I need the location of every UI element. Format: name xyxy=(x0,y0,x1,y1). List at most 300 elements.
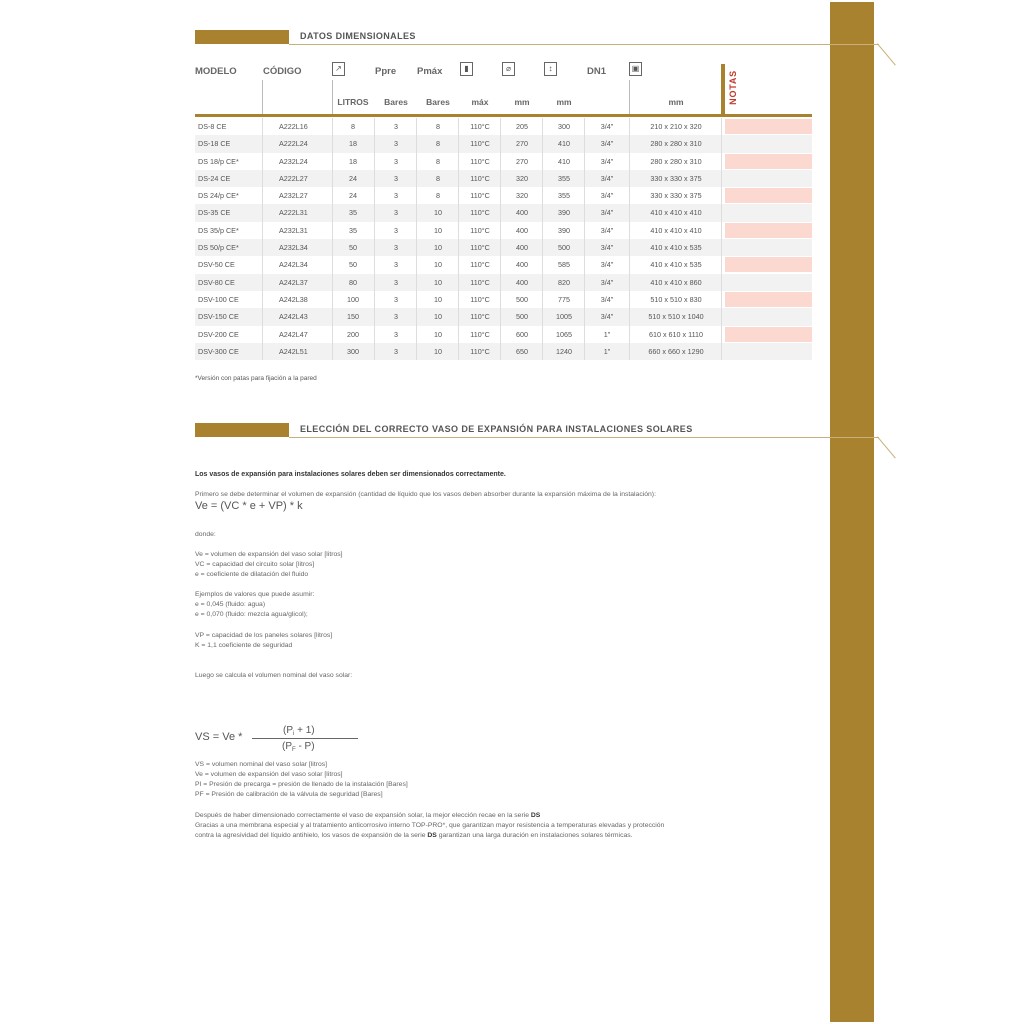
cell-divider xyxy=(262,308,263,325)
cell-divider xyxy=(721,291,722,308)
cell-litros: 300 xyxy=(347,346,359,356)
cell-modelo: DSV-300 CE xyxy=(198,346,239,356)
cell-d2: 775 xyxy=(558,294,570,304)
cell-notas xyxy=(725,205,812,220)
cell-divider xyxy=(721,170,722,187)
cell-divider xyxy=(542,204,543,221)
cell-modelo: DS-35 CE xyxy=(198,208,231,218)
cell-divider xyxy=(629,308,630,325)
cell-temp: 110°C xyxy=(470,225,490,235)
cell-litros: 80 xyxy=(349,277,357,287)
cell-pmax: 8 xyxy=(436,139,440,149)
cell-divider xyxy=(500,343,501,360)
table-row xyxy=(195,343,812,360)
final3-text-c: garantizan una larga duración en instalaciones solares térmicas. xyxy=(436,832,633,839)
cell-divider xyxy=(458,204,459,221)
cell-codigo: A222L24 xyxy=(279,139,308,149)
cell-pmax: 8 xyxy=(436,191,440,201)
cell-divider xyxy=(262,274,263,291)
cell-divider xyxy=(500,204,501,221)
cell-divider xyxy=(721,153,722,170)
den-b: - P) xyxy=(295,741,315,752)
cell-temp: 110°C xyxy=(470,191,490,201)
header-rule xyxy=(195,114,812,117)
cell-temp: 110°C xyxy=(470,294,490,304)
den-a: (P xyxy=(282,741,292,752)
section-rule-diagonal xyxy=(877,43,896,65)
final3-text-a: contra la agresividad del líquido antihielo, los vasos de expansión de la serie xyxy=(195,832,428,839)
cell-divider xyxy=(584,118,585,135)
unit-mm-height: mm xyxy=(556,97,572,107)
intro-paragraph: Los vasos de expansión para instalaciones solares deben ser dimensionados correctamente. xyxy=(195,471,506,478)
cell-ppre: 3 xyxy=(394,243,398,253)
cell-temp: 110°C xyxy=(470,260,490,270)
cell-divider xyxy=(500,135,501,152)
section-title: DATOS DIMENSIONALES xyxy=(300,31,416,41)
cell-ppre: 3 xyxy=(394,260,398,270)
cell-pmax: 10 xyxy=(434,312,442,322)
cell-codigo: A242L51 xyxy=(279,346,308,356)
cell-pmax: 10 xyxy=(434,329,442,339)
cell-divider xyxy=(374,239,375,256)
def-ve2: Ve = volumen de expansión del vaso solar [litros] xyxy=(195,771,343,778)
cell-divider xyxy=(542,274,543,291)
cell-divider xyxy=(262,135,263,152)
def-vs: VS = volumen nominal del vaso solar [litros] xyxy=(195,761,328,768)
cell-temp: 110°C xyxy=(470,312,490,322)
cell-dn1: 3/4" xyxy=(600,225,614,235)
cell-divider xyxy=(584,291,585,308)
cell-divider xyxy=(542,118,543,135)
cell-modelo: DSV-150 CE xyxy=(198,312,239,322)
col-pmax: Pmáx xyxy=(417,66,443,77)
cell-dims: 410 x 410 x 410 xyxy=(650,225,702,235)
cell-d2: 410 xyxy=(558,139,570,149)
cell-divider xyxy=(416,222,417,239)
table-body xyxy=(195,118,812,360)
cell-litros: 50 xyxy=(349,260,357,270)
cell-ppre: 3 xyxy=(394,139,398,149)
cell-divider xyxy=(262,118,263,135)
cell-codigo: A222L16 xyxy=(279,122,308,131)
equation-vs-denominator xyxy=(282,741,315,753)
cell-divider xyxy=(500,239,501,256)
cell-divider xyxy=(721,343,722,360)
cell-modelo: DS 50/p CE* xyxy=(198,243,239,253)
cell-dims: 410 x 410 x 860 xyxy=(650,277,702,287)
cell-modelo: DSV-50 CE xyxy=(198,260,235,270)
cell-divider xyxy=(458,170,459,187)
cell-divider xyxy=(500,187,501,204)
cell-d1: 500 xyxy=(516,312,528,322)
cell-divider xyxy=(374,204,375,221)
cell-litros: 24 xyxy=(349,191,357,201)
cell-dims: 510 x 510 x 830 xyxy=(650,294,702,304)
cell-divider xyxy=(584,135,585,152)
cell-ppre: 3 xyxy=(394,208,398,218)
table-row xyxy=(195,135,812,152)
cell-ppre: 3 xyxy=(394,329,398,339)
cell-dn1: 3/4" xyxy=(600,260,614,270)
cell-dn1: 3/4" xyxy=(600,208,614,218)
cell-divider xyxy=(584,256,585,273)
cell-divider xyxy=(332,222,333,239)
cell-divider xyxy=(721,256,722,273)
cell-divider xyxy=(332,204,333,221)
cell-temp: 110°C xyxy=(470,122,490,131)
cell-divider xyxy=(374,308,375,325)
final-line-2: Gracias a una membrana especial y al tratamiento anticorrosivo interno TOP-PRO*, que garantizan mayor resistencia a temperaturas elevadas y protección xyxy=(195,822,665,829)
cell-codigo: A242L38 xyxy=(279,294,308,304)
cell-ppre: 3 xyxy=(394,225,398,235)
cell-dn1: 3/4" xyxy=(600,312,614,322)
cell-divider xyxy=(721,308,722,325)
cell-divider xyxy=(500,256,501,273)
cell-pmax: 10 xyxy=(434,260,442,270)
cell-dn1: 3/4" xyxy=(600,191,614,201)
cell-litros: 100 xyxy=(347,294,359,304)
cell-modelo: DS 18/p CE* xyxy=(198,156,239,166)
def-e: e = coeficiente de dilatación del fluido xyxy=(195,571,309,578)
cell-divider xyxy=(629,274,630,291)
def-vc: VC = capacidad del circuito solar [litros] xyxy=(195,561,315,568)
cell-divider xyxy=(262,256,263,273)
cell-divider xyxy=(721,239,722,256)
cell-d1: 320 xyxy=(516,173,528,183)
cell-dims: 280 x 280 x 310 xyxy=(650,139,702,149)
cell-codigo: A242L47 xyxy=(279,329,308,339)
cell-ppre: 3 xyxy=(394,173,398,183)
cell-d2: 410 xyxy=(558,156,570,166)
cell-d1: 650 xyxy=(516,346,528,356)
cell-dn1: 3/4" xyxy=(600,277,614,287)
cell-pmax: 8 xyxy=(436,156,440,166)
cell-divider xyxy=(458,187,459,204)
height-icon: ↕ xyxy=(544,62,557,76)
cell-divider xyxy=(374,153,375,170)
equation-vs-lhs: VS = Ve * xyxy=(195,731,243,743)
cell-modelo: DS-18 CE xyxy=(198,139,231,149)
cell-divider xyxy=(542,343,543,360)
cell-divider xyxy=(262,222,263,239)
cell-notas xyxy=(725,188,812,203)
table-row xyxy=(195,204,812,221)
cell-divider xyxy=(721,204,722,221)
table-row xyxy=(195,170,812,187)
cell-divider xyxy=(542,153,543,170)
cell-d1: 400 xyxy=(516,260,528,270)
cell-divider xyxy=(721,326,722,343)
cell-temp: 110°C xyxy=(470,156,490,166)
footnote: *Versión con patas para fijación a la pared xyxy=(195,375,317,382)
examples-label: Ejemplos de valores que puede asumir: xyxy=(195,591,315,598)
cell-divider xyxy=(332,239,333,256)
cell-divider xyxy=(584,274,585,291)
box-dimensions-icon: ▣ xyxy=(629,62,642,76)
cell-dn1: 1" xyxy=(603,346,611,356)
cell-litros: 50 xyxy=(349,243,357,253)
cell-codigo: A242L34 xyxy=(279,260,308,270)
cell-d1: 400 xyxy=(516,225,528,235)
cell-d2: 1005 xyxy=(556,312,572,322)
cell-divider xyxy=(416,239,417,256)
cell-dn1: 3/4" xyxy=(600,156,614,166)
cell-divider xyxy=(262,239,263,256)
cell-divider xyxy=(332,343,333,360)
cell-divider xyxy=(629,204,630,221)
cell-divider xyxy=(458,343,459,360)
table-row xyxy=(195,222,812,239)
cell-ppre: 3 xyxy=(394,294,398,304)
section-header-eleccion xyxy=(195,423,814,437)
cell-d2: 355 xyxy=(558,173,570,183)
cell-notas xyxy=(725,309,812,324)
cell-divider xyxy=(500,291,501,308)
section-accent-bar xyxy=(195,423,289,437)
paragraph-1: Primero se debe determinar el volumen de expansión (cantidad de líquido que los vasos deben absorber durante la expansión máxima de la instalación): xyxy=(195,491,656,498)
cell-divider xyxy=(500,170,501,187)
cell-notas xyxy=(725,327,812,342)
cell-divider xyxy=(262,153,263,170)
cell-litros: 200 xyxy=(347,329,359,339)
table-header-row1 xyxy=(195,58,812,86)
cell-divider xyxy=(332,291,333,308)
cell-divider xyxy=(416,153,417,170)
cell-temp: 110°C xyxy=(470,329,490,339)
cell-d1: 400 xyxy=(516,208,528,218)
cell-pmax: 10 xyxy=(434,294,442,304)
cell-divider xyxy=(458,308,459,325)
table-header-row2 xyxy=(195,86,812,114)
cell-modelo: DSV-80 CE xyxy=(198,277,235,287)
cell-divider xyxy=(542,222,543,239)
final-line-1 xyxy=(195,811,540,821)
cell-divider xyxy=(332,308,333,325)
num-sub: i xyxy=(293,731,295,737)
cell-divider xyxy=(262,170,263,187)
cell-d2: 1065 xyxy=(556,329,572,339)
cell-divider xyxy=(262,326,263,343)
cell-divider xyxy=(584,222,585,239)
cell-d2: 390 xyxy=(558,225,570,235)
cell-notas xyxy=(725,240,812,255)
cell-divider xyxy=(416,187,417,204)
cell-d2: 390 xyxy=(558,208,570,218)
cell-litros: 150 xyxy=(347,312,359,322)
cell-divider xyxy=(584,187,585,204)
cell-divider xyxy=(721,118,722,135)
section-accent-bar xyxy=(195,30,289,44)
cell-divider xyxy=(721,187,722,204)
cell-codigo: A222L27 xyxy=(279,173,308,183)
cell-divider xyxy=(584,326,585,343)
cell-divider xyxy=(374,170,375,187)
cell-codigo: A232L34 xyxy=(279,243,308,253)
section-rule xyxy=(289,437,879,438)
temperature-icon: ▮ xyxy=(460,62,473,76)
cell-divider xyxy=(332,256,333,273)
cell-divider xyxy=(332,274,333,291)
cell-divider xyxy=(629,118,630,135)
cell-dims: 330 x 330 x 375 xyxy=(650,191,702,201)
cell-divider xyxy=(584,343,585,360)
cell-ppre: 3 xyxy=(394,277,398,287)
num-b: + 1) xyxy=(294,725,315,736)
cell-codigo: A242L43 xyxy=(279,312,308,322)
cell-divider xyxy=(500,153,501,170)
cell-litros: 18 xyxy=(349,156,357,166)
cell-pmax: 10 xyxy=(434,225,442,235)
cell-divider xyxy=(332,187,333,204)
cell-dims: 610 x 610 x 1110 xyxy=(648,329,704,339)
cell-divider xyxy=(416,256,417,273)
cell-pmax: 8 xyxy=(436,122,440,131)
table-row xyxy=(195,274,812,291)
cell-divider xyxy=(262,204,263,221)
den-sub: F xyxy=(292,747,296,753)
cell-dims: 330 x 330 x 375 xyxy=(650,173,702,183)
cell-divider xyxy=(721,135,722,152)
section-header-datos xyxy=(195,30,814,44)
cell-pmax: 10 xyxy=(434,243,442,253)
cell-divider xyxy=(262,343,263,360)
cell-divider xyxy=(416,135,417,152)
cell-divider xyxy=(584,239,585,256)
example-2: e = 0,070 (fluido: mezcla agua/glicol); xyxy=(195,611,308,618)
cell-notas xyxy=(725,171,812,186)
cell-codigo: A222L31 xyxy=(279,208,308,218)
cell-divider xyxy=(416,118,417,135)
cell-modelo: DS-8 CE xyxy=(198,122,227,131)
cell-divider xyxy=(542,256,543,273)
cell-dims: 410 x 410 x 535 xyxy=(650,260,702,270)
cell-divider xyxy=(332,170,333,187)
cell-ppre: 3 xyxy=(394,156,398,166)
section-title: ELECCIÓN DEL CORRECTO VASO DE EXPANSIÓN PARA INSTALACIONES SOLARES xyxy=(300,424,693,434)
cell-divider xyxy=(458,291,459,308)
cell-notas xyxy=(725,292,812,307)
cell-divider xyxy=(416,291,417,308)
cell-divider xyxy=(584,308,585,325)
unit-litros: LITROS xyxy=(337,97,369,107)
cell-dims: 510 x 510 x 1040 xyxy=(648,312,704,322)
cell-ppre: 3 xyxy=(394,122,398,131)
cell-divider xyxy=(262,291,263,308)
cell-divider xyxy=(332,118,333,135)
table-row xyxy=(195,326,812,343)
cell-temp: 110°C xyxy=(470,139,490,149)
cell-pmax: 8 xyxy=(436,173,440,183)
diameter-icon: ⌀ xyxy=(502,62,515,76)
cell-divider xyxy=(374,291,375,308)
cell-temp: 110°C xyxy=(470,208,490,218)
cell-modelo: DS 35/p CE* xyxy=(198,225,239,235)
cell-pmax: 10 xyxy=(434,277,442,287)
final3-brand: DS xyxy=(427,832,437,839)
cell-temp: 110°C xyxy=(470,346,490,356)
final1-text: Después de haber dimensionado correctamente el vaso de expansión solar, la mejor elección recae en la serie xyxy=(195,812,531,819)
cell-divider xyxy=(458,118,459,135)
cell-d1: 320 xyxy=(516,191,528,201)
section-rule-diagonal xyxy=(877,436,896,458)
cell-dn1: 3/4" xyxy=(600,294,614,304)
cell-dims: 410 x 410 x 410 xyxy=(650,208,702,218)
cell-divider xyxy=(500,274,501,291)
luego-text: Luego se calcula el volumen nominal del vaso solar: xyxy=(195,672,353,679)
cell-notas xyxy=(725,223,812,238)
cell-divider xyxy=(416,274,417,291)
cell-divider xyxy=(416,308,417,325)
table-row xyxy=(195,239,812,256)
def-vp: VP = capacidad de los paneles solares [litros] xyxy=(195,632,333,639)
cell-ppre: 3 xyxy=(394,346,398,356)
cell-divider xyxy=(374,135,375,152)
cell-d2: 355 xyxy=(558,191,570,201)
cell-divider xyxy=(458,274,459,291)
cell-divider xyxy=(458,222,459,239)
cell-codigo: A232L27 xyxy=(279,191,308,201)
cell-dn1: 3/4" xyxy=(600,243,614,253)
cell-divider xyxy=(542,239,543,256)
cell-divider xyxy=(374,326,375,343)
cell-divider xyxy=(542,291,543,308)
cell-d1: 270 xyxy=(516,139,528,149)
cell-divider xyxy=(629,291,630,308)
col-ppre: Ppre xyxy=(375,66,397,77)
cell-modelo: DS 24/p CE* xyxy=(198,191,239,201)
cell-d1: 400 xyxy=(516,243,528,253)
table-row xyxy=(195,291,812,308)
unit-bares-pmax: Bares xyxy=(426,97,450,107)
def-pf: PF = Presión de calibración de la válvula de seguridad [Bares] xyxy=(195,791,383,798)
num-a: (P xyxy=(283,725,293,736)
cell-ppre: 3 xyxy=(394,191,398,201)
table-row xyxy=(195,187,812,204)
col-notas: NOTAS xyxy=(728,70,738,105)
cell-divider xyxy=(721,274,722,291)
cell-divider xyxy=(629,326,630,343)
cell-divider xyxy=(542,170,543,187)
cell-d1: 205 xyxy=(516,122,528,131)
cell-divider xyxy=(416,204,417,221)
table-row xyxy=(195,153,812,170)
cell-codigo: A242L37 xyxy=(279,277,308,287)
cell-notas xyxy=(725,344,812,359)
volume-icon: ↗ xyxy=(332,62,345,76)
cell-pmax: 10 xyxy=(434,208,442,218)
cell-divider xyxy=(332,326,333,343)
cell-litros: 35 xyxy=(349,225,357,235)
col-codigo: CÓDIGO xyxy=(263,66,302,77)
cell-dims: 210 x 210 x 320 xyxy=(650,122,702,131)
cell-divider xyxy=(332,153,333,170)
cell-d2: 1240 xyxy=(556,346,572,356)
cell-divider xyxy=(584,170,585,187)
cell-dn1: 1" xyxy=(603,329,611,339)
cell-d1: 270 xyxy=(516,156,528,166)
gold-side-strip xyxy=(830,2,874,1022)
cell-divider xyxy=(458,153,459,170)
cell-litros: 35 xyxy=(349,208,357,218)
cell-divider xyxy=(332,135,333,152)
cell-ppre: 3 xyxy=(394,312,398,322)
cell-temp: 110°C xyxy=(470,173,490,183)
cell-divider xyxy=(629,343,630,360)
cell-dn1: 3/4" xyxy=(600,139,614,149)
cell-divider xyxy=(500,118,501,135)
cell-codigo: A232L31 xyxy=(279,225,308,235)
table-row xyxy=(195,308,812,325)
